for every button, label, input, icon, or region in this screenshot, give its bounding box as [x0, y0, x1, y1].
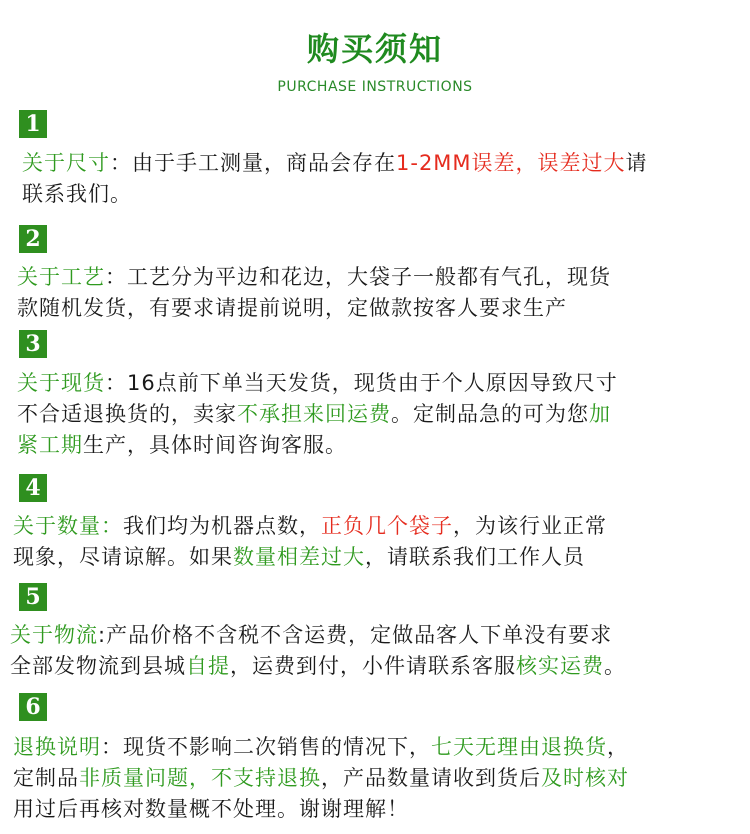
body-text: 不合适退换货的，卖家 — [17, 402, 237, 426]
body-text: ，产品数量请收到货后 — [321, 766, 541, 790]
body-text: 全部发物流到县城 — [10, 654, 186, 678]
body-text: ：16点前下单当天发货，现货由于个人原因导致尺寸 — [105, 371, 618, 395]
highlight-green-text: 加 — [589, 402, 611, 426]
highlight-red-text: 1-2MM误差，误差过大 — [396, 151, 626, 175]
body-text: 请 — [625, 151, 648, 175]
section-stock-text — [17, 368, 618, 461]
text-line — [17, 262, 611, 293]
text-line — [17, 430, 618, 461]
body-text: ，为该行业正常 — [453, 514, 607, 538]
text-line — [17, 293, 611, 324]
text-line — [22, 148, 648, 179]
body-text: 定制品 — [13, 766, 79, 790]
section-number-4: 4 — [19, 474, 47, 502]
text-line — [13, 794, 629, 825]
section-number-2: 2 — [19, 225, 47, 253]
body-text: 用过后再核对数量概不处理。谢谢理解！ — [13, 797, 409, 821]
text-line — [13, 763, 629, 794]
section-quantity-text — [13, 511, 607, 573]
section-size-text — [22, 148, 648, 210]
section-craft-text — [17, 262, 611, 324]
body-text: ，运费到付，小件请联系客服 — [230, 654, 516, 678]
highlight-green-text: 退换说明 — [13, 735, 101, 759]
body-text: 。定制品急的可为您 — [391, 402, 589, 426]
body-text: ， — [607, 735, 629, 759]
body-text: ：现货不影响二次销售的情况下， — [101, 735, 431, 759]
highlight-green-text: 关于物流 — [10, 623, 98, 647]
section-number-5: 5 — [19, 583, 47, 611]
text-line — [13, 511, 607, 542]
highlight-green-text: 紧工期 — [17, 433, 83, 457]
body-text: :产品价格不含税不含运费，定做品客人下单没有要求 — [98, 623, 613, 647]
body-text: 款随机发货，有要求请提前说明，定做款按客人要求生产 — [17, 296, 567, 320]
body-text: ：工艺分为平边和花边，大袋子一般都有气孔，现货 — [105, 265, 611, 289]
highlight-green-text: 关于数量： — [13, 514, 123, 538]
highlight-green-text: 关于尺寸 — [22, 151, 110, 175]
page-title: 购买须知 — [306, 30, 443, 68]
section-logistics-text — [10, 620, 626, 682]
body-text: ：由于手工测量，商品会存在 — [110, 151, 396, 175]
highlight-green-text: 数量相差过大 — [233, 545, 365, 569]
section-return-text — [13, 732, 629, 825]
highlight-green-text: 自提 — [186, 654, 230, 678]
page-subtitle: PURCHASE INSTRUCTIONS — [277, 79, 473, 95]
highlight-green-text: 核实运费 — [516, 654, 604, 678]
highlight-red-text: 正负几个袋子 — [321, 514, 453, 538]
highlight-green-text: 非质量问题，不支持退换 — [79, 766, 321, 790]
section-number-3: 3 — [19, 330, 47, 358]
text-line — [17, 368, 618, 399]
body-text: 。 — [604, 654, 626, 678]
text-line — [10, 651, 626, 682]
section-number-6: 6 — [19, 693, 47, 721]
highlight-green-text: 关于工艺 — [17, 265, 105, 289]
highlight-green-text: 七天无理由退换货 — [431, 735, 607, 759]
body-text: 现象，尽请谅解。如果 — [13, 545, 233, 569]
text-line — [13, 732, 629, 763]
text-line — [10, 620, 626, 651]
text-line — [17, 399, 618, 430]
text-line — [13, 542, 607, 573]
body-text: 联系我们。 — [22, 182, 132, 206]
body-text: ，请联系我们工作人员 — [365, 545, 585, 569]
body-text: 我们均为机器点数， — [123, 514, 321, 538]
highlight-green-text: 不承担来回运费 — [237, 402, 391, 426]
highlight-green-text: 关于现货 — [17, 371, 105, 395]
body-text: 生产，具体时间咨询客服。 — [83, 433, 347, 457]
highlight-green-text: 及时核对 — [541, 766, 629, 790]
text-line — [22, 179, 648, 210]
section-number-1: 1 — [19, 110, 47, 138]
